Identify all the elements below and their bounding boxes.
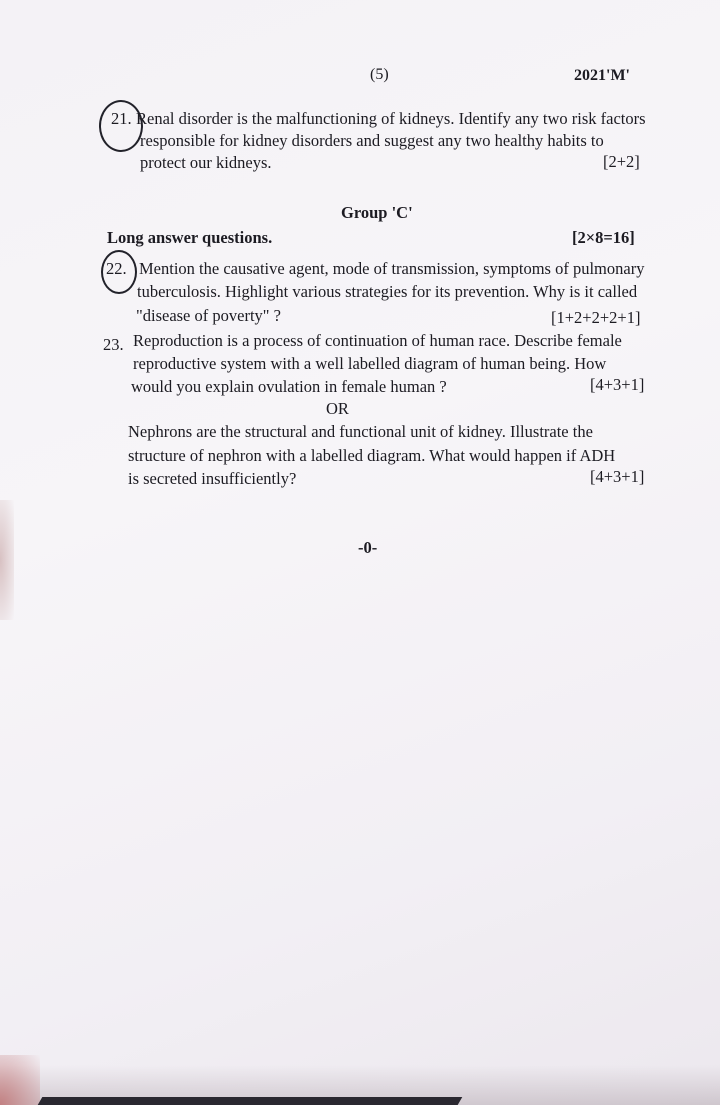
q21-marks: [2+2] <box>603 152 640 171</box>
q21-line-2: responsible for kidney disorders and suggest any two healthy habits to <box>140 131 604 150</box>
q23-line-3: would you explain ovulation in female human ? <box>131 377 447 396</box>
q22-marks: [1+2+2+2+1] <box>551 308 641 327</box>
q21-line-1: Renal disorder is the malfunctioning of kidneys. Identify any two risk factors <box>136 109 646 128</box>
group-title: Group 'C' <box>341 203 413 222</box>
q23-number: 23. <box>103 335 124 354</box>
q23-line-2: reproductive system with a well labelled diagram of human being. How <box>133 354 607 373</box>
edge-shadow <box>0 1055 40 1105</box>
q22-line-2: tuberculosis. Highlight various strategies for its prevention. Why is it called <box>137 282 638 301</box>
q23-line-1: Reproduction is a process of continuation of human race. Describe female <box>133 331 622 350</box>
section-marks: [2×8=16] <box>572 228 635 247</box>
q23-alt-marks: [4+3+1] <box>590 467 645 486</box>
page-number: (5) <box>370 66 389 83</box>
q23-marks: [4+3+1] <box>590 375 645 394</box>
end-mark: -0- <box>358 538 378 557</box>
page-edge <box>38 1097 463 1105</box>
q22-line-3: "disease of poverty" ? <box>136 306 281 325</box>
or-separator: OR <box>326 399 349 418</box>
q21-line-3: protect our kidneys. <box>140 153 272 172</box>
exam-code: 2021'M' <box>574 67 630 84</box>
q21-number: 21. <box>111 109 132 128</box>
q23-alt-line-2: structure of nephron with a labelled diagram. What would happen if ADH <box>128 446 616 465</box>
section-heading: Long answer questions. <box>107 228 273 247</box>
q23-alt-line-3: is secreted insufficiently? <box>128 469 297 488</box>
q22-line-1: Mention the causative agent, mode of transmission, symptoms of pulmonary <box>139 259 645 278</box>
q23-alt-line-1: Nephrons are the structural and functional unit of kidney. Illustrate the <box>128 422 593 441</box>
q22-number: 22. <box>106 259 127 278</box>
edge-shadow <box>0 500 14 620</box>
